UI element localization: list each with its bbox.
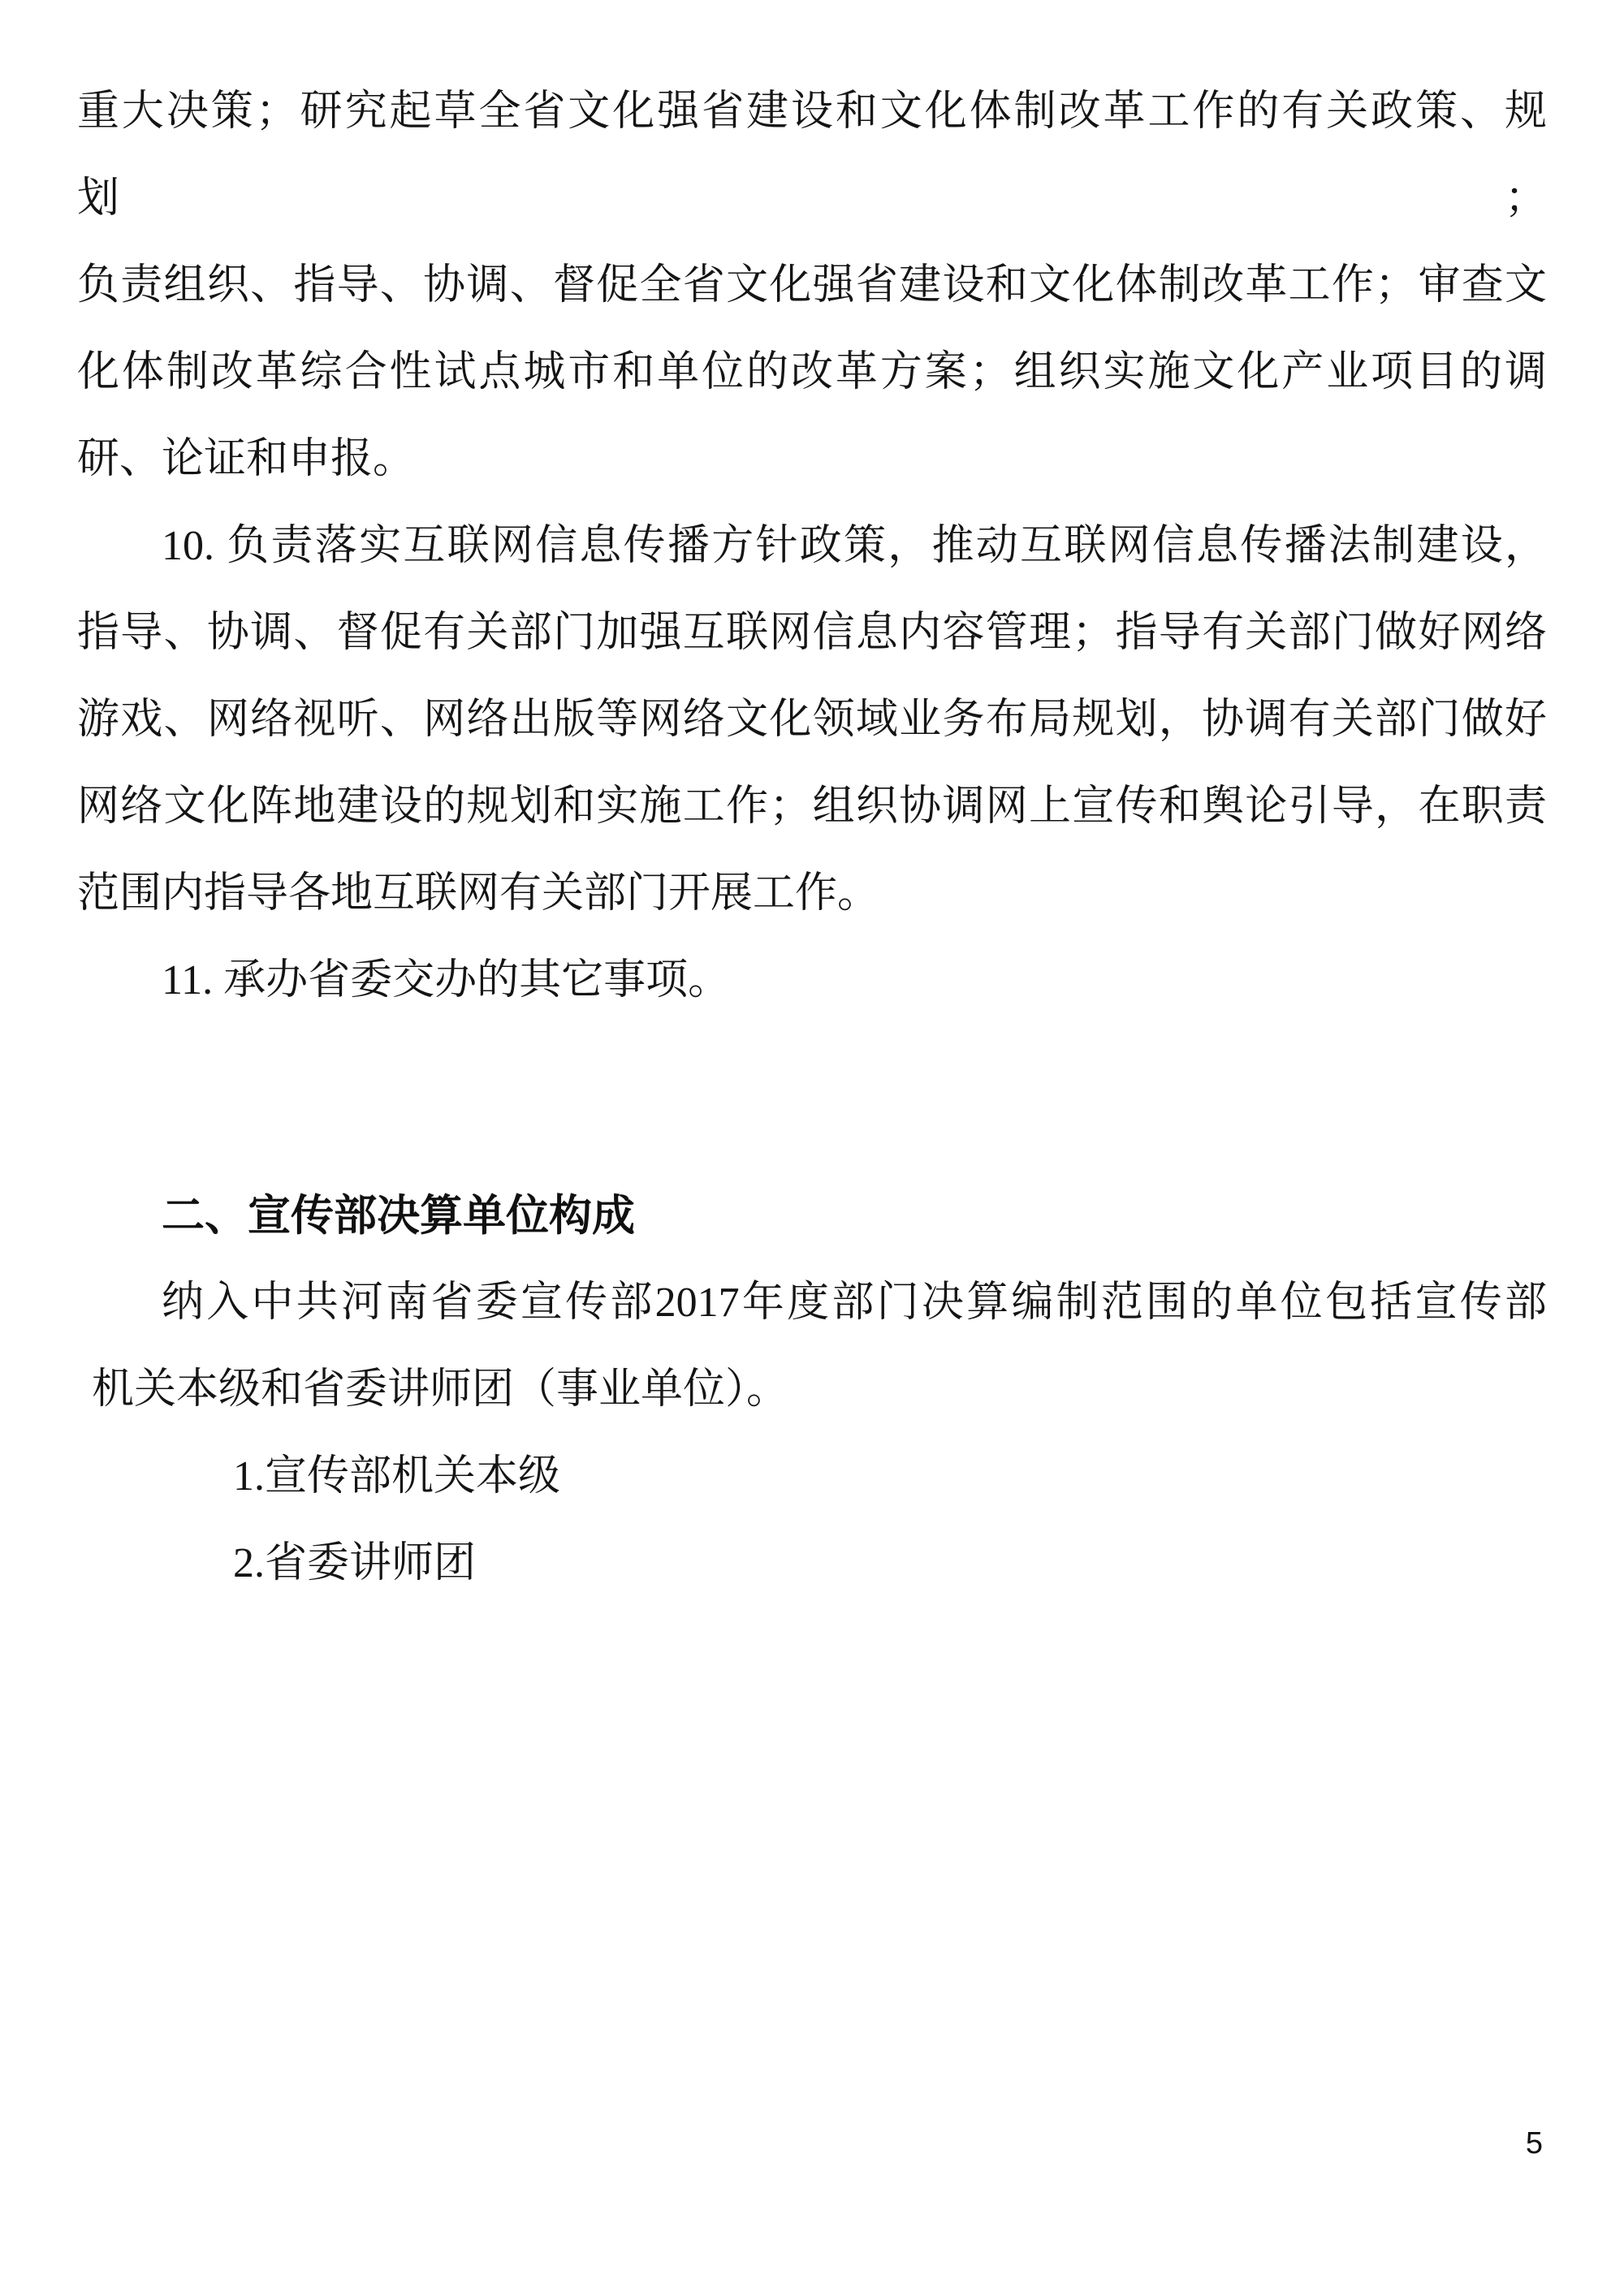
text-line: 重大决策；研究起草全省文化强省建设和文化体制改革工作的有关政策、规划； bbox=[77, 88, 1547, 222]
text-line: 游戏、网络视听、网络出版等网络文化领域业务布局规划，协调有关部门做好 bbox=[77, 697, 1547, 743]
text-line: 指导、协调、督促有关部门加强互联网信息内容管理；指导有关部门做好网络 bbox=[77, 610, 1547, 656]
unit-list bbox=[77, 1433, 1547, 1607]
text-line: 负责组织、指导、协调、督促全省文化强省建设和文化体制改革工作；审查文 bbox=[77, 262, 1547, 309]
text-line: 10. 负责落实互联网信息传播方针政策，推动互联网信息传播法制建设， bbox=[162, 523, 1547, 569]
section-intro-paragraph bbox=[77, 1259, 1547, 1433]
text-line: 纳入中共河南省委宣传部2017年度部门决算编制范围的单位包括宣传部 bbox=[162, 1280, 1547, 1326]
duty-item-10 bbox=[77, 503, 1547, 937]
text-line: 化体制改革综合性试点城市和单位的改革方案；组织实施文化产业项目的调 bbox=[77, 349, 1547, 395]
text-line: 研、论证和申报。 bbox=[77, 436, 416, 482]
text-line: 机关本级和省委讲师团（事业单位）。 bbox=[92, 1366, 789, 1413]
unit-list-item: 2.省委讲师团 bbox=[233, 1540, 477, 1586]
duty-item-11: 11. 承办省委交办的其它事项。 bbox=[162, 957, 731, 1003]
continued-paragraph bbox=[77, 68, 1547, 503]
section-heading: 二、宣传部决算单位构成 bbox=[162, 1192, 635, 1240]
text-line: 范围内指导各地互联网有关部门开展工作。 bbox=[77, 870, 880, 917]
unit-list-item: 1.宣传部机关本级 bbox=[233, 1453, 561, 1500]
page-number: 5 bbox=[1525, 2126, 1543, 2160]
text-line: 网络文化阵地建设的规划和实施工作；组织协调网上宣传和舆论引导，在职责 bbox=[77, 783, 1547, 830]
